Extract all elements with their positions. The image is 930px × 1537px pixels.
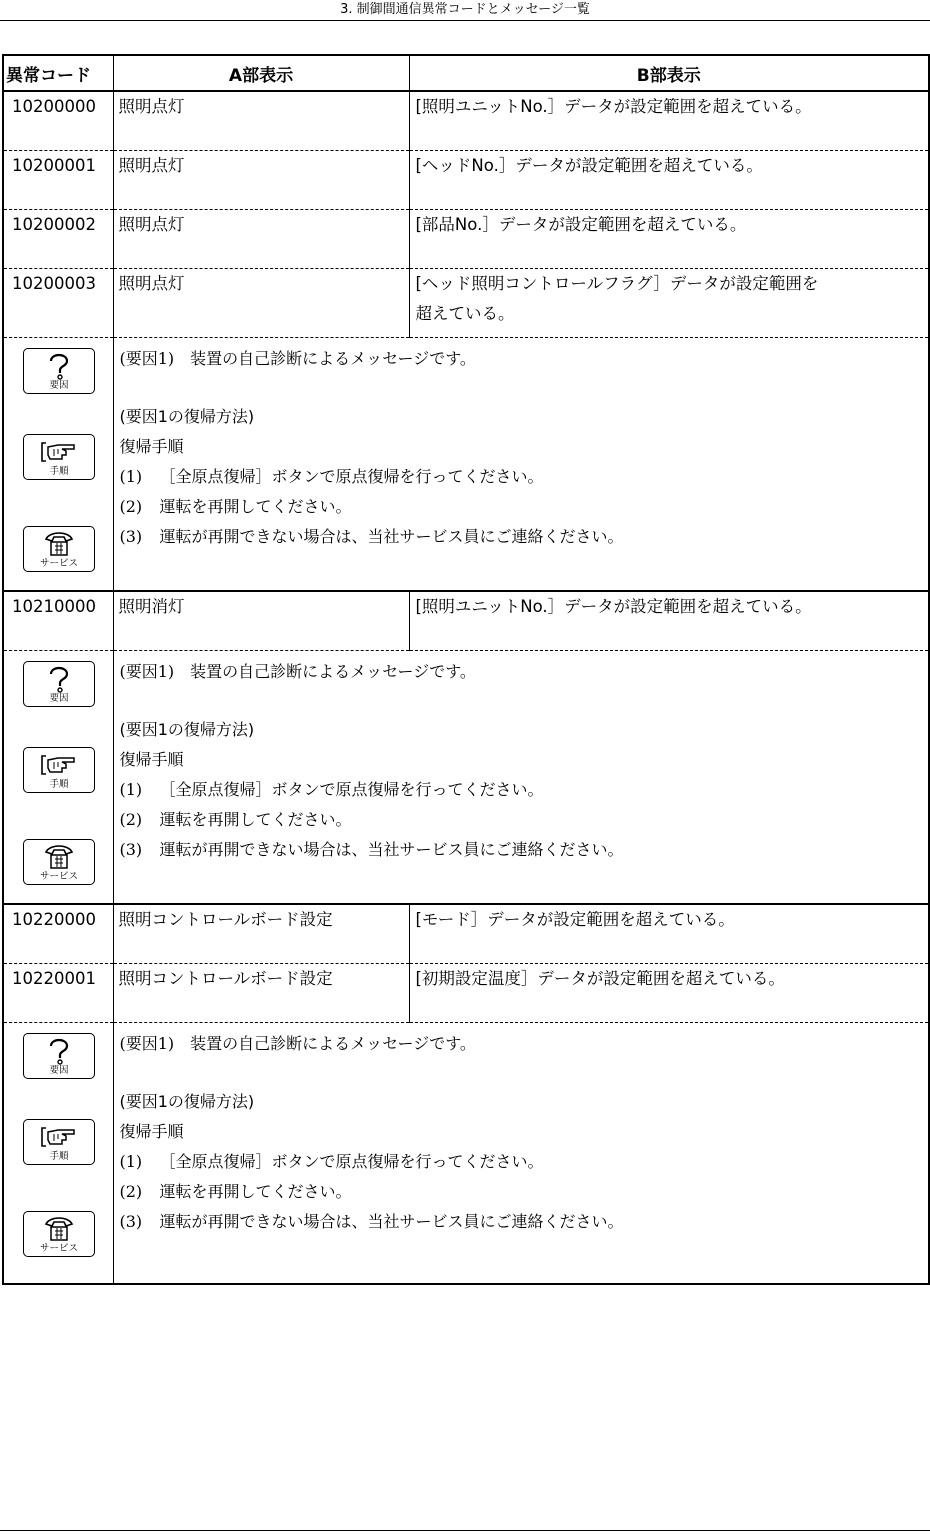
header-a-display: A部表示 — [113, 55, 409, 91]
b-display-cell — [409, 151, 929, 210]
procedure-step — [120, 1207, 929, 1237]
cause-description: (要因1) 装置の自己診断によるメッセージです。 — [119, 662, 476, 681]
cause-description: (要因1) 装置の自己診断によるメッセージです。 — [119, 349, 476, 368]
table-row — [3, 151, 929, 210]
cause-question-icon — [23, 1033, 95, 1079]
step-number: (2) — [119, 497, 143, 516]
table-header-row — [3, 55, 929, 91]
table-row — [3, 591, 929, 651]
icon-label: 手順 — [49, 466, 69, 477]
b-display-cell — [409, 210, 929, 269]
step-text: ［全原点復帰］ボタンで原点復帰を行ってください。 — [159, 1152, 544, 1171]
running-header: 3. 制御間通信異常コードとメッセージ一覧 — [0, 0, 930, 21]
procedure-step — [120, 462, 929, 492]
recovery-method-title: (要因1の復帰方法) — [119, 407, 255, 426]
b-display-line: 超えている。 — [415, 304, 515, 323]
icon-label: 要因 — [49, 1065, 69, 1076]
service-telephone-icon — [23, 839, 95, 885]
step-number: (3) — [119, 527, 143, 546]
recovery-help-row — [3, 651, 929, 905]
b-display-line: [照明ユニットNo.］データが設定範囲を超えている。 — [415, 97, 812, 116]
b-display-cell — [409, 904, 929, 964]
help-icon-cell — [3, 338, 113, 592]
a-display-cell: 照明点灯 — [113, 210, 409, 269]
help-text-cell — [113, 338, 929, 592]
recovery-method-title: (要因1の復帰方法) — [119, 720, 255, 739]
step-text: 運転を再開してください。 — [159, 497, 352, 516]
icon-label: サービス — [39, 871, 78, 882]
procedure-step — [120, 775, 929, 805]
b-display-line: [初期設定温度］データが設定範囲を超えている。 — [415, 969, 785, 988]
cause-question-icon — [23, 661, 95, 707]
footer-rule — [0, 1530, 930, 1531]
procedure-title: 復帰手順 — [119, 437, 184, 456]
procedure-pointing-hand-icon — [23, 434, 95, 480]
b-display-line: [モード］データが設定範囲を超えている。 — [415, 910, 735, 929]
icon-label: 要因 — [49, 693, 69, 704]
step-number: (1) — [119, 780, 143, 799]
help-text-cell — [113, 651, 929, 905]
b-display-line: [部品No.］データが設定範囲を超えている。 — [415, 215, 747, 234]
a-display-cell: 照明消灯 — [113, 591, 409, 651]
cause-question-icon — [23, 348, 95, 394]
b-display-line: [ヘッド照明コントロールフラグ］データが設定範囲を — [415, 274, 819, 293]
b-display-line: [照明ユニットNo.］データが設定範囲を超えている。 — [415, 597, 812, 616]
error-code-cell: 10220000 — [3, 904, 113, 964]
table-row — [3, 91, 929, 151]
icon-label: 手順 — [49, 1151, 69, 1162]
step-number: (2) — [119, 1182, 143, 1201]
error-code-table — [2, 54, 930, 1285]
step-number: (2) — [119, 810, 143, 829]
error-code-cell: 10220001 — [3, 964, 113, 1023]
step-text: ［全原点復帰］ボタンで原点復帰を行ってください。 — [159, 467, 544, 486]
recovery-help-row — [3, 338, 929, 592]
icon-label: 要因 — [49, 380, 69, 391]
procedure-step — [120, 1147, 929, 1177]
a-display-cell: 照明コントロールボード設定 — [113, 904, 409, 964]
step-text: ［全原点復帰］ボタンで原点復帰を行ってください。 — [159, 780, 544, 799]
service-telephone-icon — [23, 526, 95, 572]
procedure-step — [120, 522, 929, 552]
error-code-cell: 10200002 — [3, 210, 113, 269]
spacer — [120, 687, 929, 715]
step-text: 運転を再開してください。 — [159, 1182, 352, 1201]
header-error-code: 異常コード — [3, 55, 113, 91]
procedure-title: 復帰手順 — [119, 750, 184, 769]
a-display-cell: 照明コントロールボード設定 — [113, 964, 409, 1023]
procedure-pointing-hand-icon — [23, 747, 95, 793]
b-display-cell — [409, 591, 929, 651]
error-code-cell: 10200003 — [3, 269, 113, 338]
procedure-pointing-hand-icon — [23, 1119, 95, 1165]
step-number: (1) — [119, 467, 143, 486]
b-display-cell — [409, 91, 929, 151]
b-display-cell — [409, 269, 929, 338]
procedure-step — [120, 835, 929, 865]
b-display-cell — [409, 964, 929, 1023]
table-row — [3, 904, 929, 964]
table-row — [3, 269, 929, 338]
icon-label: 手順 — [49, 779, 69, 790]
procedure-step — [120, 805, 929, 835]
step-text: 運転が再開できない場合は、当社サービス員にご連絡ください。 — [159, 527, 624, 546]
recovery-method-title: (要因1の復帰方法) — [119, 1092, 255, 1111]
help-icon-cell — [3, 651, 113, 905]
error-code-cell: 10210000 — [3, 591, 113, 651]
error-code-cell: 10200001 — [3, 151, 113, 210]
table-row — [3, 964, 929, 1023]
table-row — [3, 210, 929, 269]
procedure-step — [120, 492, 929, 522]
error-code-cell: 10200000 — [3, 91, 113, 151]
a-display-cell: 照明点灯 — [113, 269, 409, 338]
procedure-title: 復帰手順 — [119, 1122, 184, 1141]
step-text: 運転が再開できない場合は、当社サービス員にご連絡ください。 — [159, 840, 624, 859]
spacer — [120, 374, 929, 402]
step-text: 運転を再開してください。 — [159, 810, 352, 829]
step-number: (3) — [119, 1212, 143, 1231]
spacer — [120, 1059, 929, 1087]
icon-label: サービス — [39, 558, 78, 569]
cause-description: (要因1) 装置の自己診断によるメッセージです。 — [119, 1034, 476, 1053]
step-text: 運転が再開できない場合は、当社サービス員にご連絡ください。 — [159, 1212, 624, 1231]
icon-label: サービス — [39, 1243, 78, 1254]
recovery-help-row — [3, 1023, 929, 1285]
a-display-cell: 照明点灯 — [113, 151, 409, 210]
b-display-line: [ヘッドNo.］データが設定範囲を超えている。 — [415, 156, 763, 175]
procedure-step — [120, 1177, 929, 1207]
step-number: (3) — [119, 840, 143, 859]
step-number: (1) — [119, 1152, 143, 1171]
service-telephone-icon — [23, 1211, 95, 1257]
help-text-cell — [113, 1023, 929, 1285]
header-b-display: B部表示 — [409, 55, 929, 91]
a-display-cell: 照明点灯 — [113, 91, 409, 151]
help-icon-cell — [3, 1023, 113, 1285]
